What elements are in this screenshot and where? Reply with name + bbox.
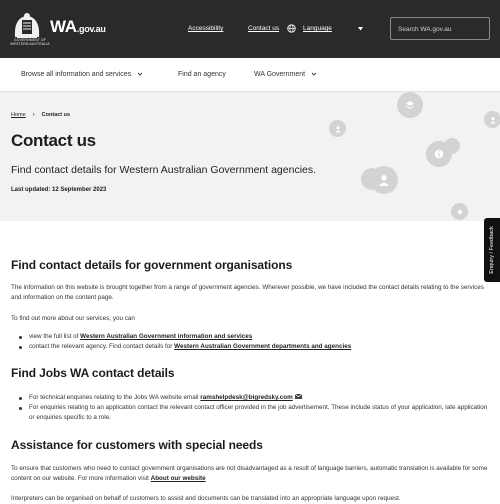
chevron-down-icon [311, 71, 317, 77]
list-item [11, 332, 491, 342]
page-subtitle: Find contact details for Western Australian Government agencies. [11, 164, 317, 176]
section-heading-jobs: Find Jobs WA contact details [11, 366, 175, 380]
section-heading-organisations: Find contact details for government organisations [11, 258, 293, 272]
about-our-website-link[interactable]: About our website [150, 475, 206, 482]
language-selector[interactable]: Language [303, 25, 332, 32]
nav-find-agency[interactable] [178, 71, 226, 78]
jobs-contact-list [11, 393, 491, 423]
layers-icon [397, 92, 423, 118]
wa-info-services-link[interactable]: Western Australian Government information and services [80, 333, 253, 340]
site-header [0, 0, 500, 58]
org-options-list [11, 332, 491, 352]
list-item [11, 403, 491, 423]
contact-us-link[interactable]: Contact us [248, 25, 280, 32]
nav-wa-government[interactable] [254, 71, 317, 78]
last-updated: Last updated: 12 September 2023 [11, 187, 107, 193]
list-item-text: For technical enquiries relating to the Jobs WA website email [29, 394, 201, 401]
chevron-down-icon[interactable] [358, 27, 363, 31]
brand-suffix: .gov.au [76, 24, 106, 34]
person-icon [484, 111, 500, 128]
special-needs-paragraph [11, 464, 491, 484]
wa-departments-link[interactable]: Western Australian Government departments and agencies [174, 343, 352, 350]
org-find-out-paragraph: To find out more about our services, you can [11, 315, 135, 322]
dot-icon [451, 203, 468, 220]
nav-browse-all[interactable] [21, 71, 143, 78]
person-icon [329, 120, 346, 137]
breadcrumb [11, 112, 70, 118]
feedback-tab-label: Enquiry / Feedback [489, 226, 495, 274]
main-nav [0, 58, 500, 92]
list-item-text: For enquiries relating to an application contact the relevant contact officer provided in the job advertisement. These include status of your application, late application or enquiries specific to a role. [29, 404, 488, 421]
info-icon [426, 141, 452, 167]
mail-icon [295, 394, 302, 399]
org-intro-paragraph: The information on this website is brought together from a range of government agencies. Wherever possible, we have included the contact details relating to the services and information on the content page. [11, 284, 484, 301]
globe-icon [287, 24, 296, 33]
chevron-down-icon [137, 71, 143, 77]
page-title: Contact us [11, 131, 96, 150]
paragraph-text: To ensure that customers who need to contact government organisations are not disadvantaged as a result of language barriers, automatic translation is available for some content on our website. For more information visit [11, 465, 488, 482]
search-box[interactable] [390, 17, 490, 40]
list-item-text: view the full list of [29, 333, 81, 340]
accessibility-link[interactable]: Accessibility [188, 25, 224, 32]
search-input[interactable] [391, 19, 489, 40]
breadcrumb-home[interactable]: Home [11, 112, 26, 118]
wa-gov-logo[interactable] [50, 17, 106, 37]
nav-item-label: Browse all information and services [21, 71, 132, 78]
breadcrumb-separator: › [32, 112, 35, 118]
brand-main: WA [50, 17, 77, 36]
interpreters-paragraph: Interpreters can be organised on behalf of customers to assist and documents can be translated into an appropriate language upon request. [11, 495, 401, 502]
breadcrumb-current: Contact us [41, 112, 71, 118]
list-item [11, 342, 491, 352]
crest-caption: GOVERNMENT OF WESTERN AUSTRALIA [10, 38, 50, 46]
enquiry-feedback-tab[interactable] [484, 218, 500, 282]
nav-item-label: WA Government [254, 71, 306, 78]
person-icon [370, 166, 398, 194]
nav-item-label: Find an agency [178, 71, 226, 78]
page-hero [0, 92, 500, 221]
section-heading-special-needs: Assistance for customers with special needs [11, 438, 263, 452]
list-item-text: contact the relevant agency. Find contact details for [29, 343, 175, 350]
jobs-helpdesk-email-link[interactable]: ramshelpdesk@bigredsky.com [200, 394, 293, 401]
list-item [11, 393, 491, 403]
